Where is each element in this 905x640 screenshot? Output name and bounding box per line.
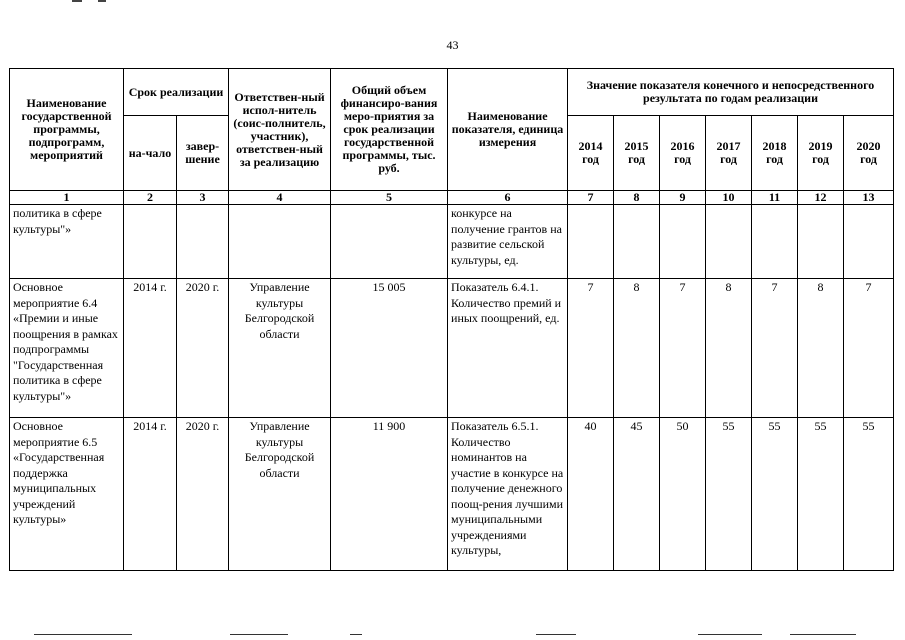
column-number: 2	[124, 191, 177, 205]
column-number: 9	[660, 191, 706, 205]
header-year-2018: 2018 год	[752, 116, 798, 191]
row-value: 8	[706, 279, 752, 418]
row-indicator: Показатель 6.5.1. Количество номинантов на участие в конкурсе на получение денежного поощ-рения лучшими муниципальными учреждениями культуры,	[448, 418, 568, 571]
row-name: политика в сфере культуры"»	[10, 205, 124, 279]
header-year-2020: 2020 год	[844, 116, 894, 191]
header-term-end: завер-шение	[177, 116, 229, 191]
row-end: 2020 г.	[177, 279, 229, 418]
row-value	[568, 205, 614, 279]
column-number: 13	[844, 191, 894, 205]
page-number: 43	[446, 38, 459, 52]
row-value: 50	[660, 418, 706, 571]
indicator-table-frame	[9, 68, 893, 580]
header-term: Срок реализации	[124, 69, 229, 116]
scan-edge-marks-bottom	[0, 634, 905, 640]
column-number-row	[10, 191, 894, 205]
row-value: 7	[660, 279, 706, 418]
row-responsible	[229, 205, 331, 279]
row-budget	[331, 205, 448, 279]
row-budget: 11 900	[331, 418, 448, 571]
header-name: Наименование государственной программы, подпрограмм, мероприятий	[10, 69, 124, 191]
row-value	[660, 205, 706, 279]
row-budget: 15 005	[331, 279, 448, 418]
row-start	[124, 205, 177, 279]
header-responsible: Ответствен-ный испол-нитель (соис-полнитель, участник), ответствен-ный за реализацию	[229, 69, 331, 191]
row-start: 2014 г.	[124, 418, 177, 571]
header-budget: Общий объем финансиро-вания меро-приятия за срок реализации государственной программы, тыс. руб.	[331, 69, 448, 191]
row-responsible: Управление культуры Белгородской области	[229, 418, 331, 571]
header-year-2016: 2016 год	[660, 116, 706, 191]
column-number: 12	[798, 191, 844, 205]
table-row	[10, 279, 894, 418]
column-number: 3	[177, 191, 229, 205]
row-value: 55	[706, 418, 752, 571]
row-name: Основное мероприятие 6.4 «Премии и иные поощрения в рамках подпрограммы "Государственная политика в сфере культуры"»	[10, 279, 124, 418]
row-responsible: Управление культуры Белгородской области	[229, 279, 331, 418]
column-number: 7	[568, 191, 614, 205]
row-value: 55	[752, 418, 798, 571]
indicator-table	[9, 68, 894, 571]
header-year-2015: 2015 год	[614, 116, 660, 191]
row-value	[752, 205, 798, 279]
header-term-start: на-чало	[124, 116, 177, 191]
row-value: 7	[844, 279, 894, 418]
row-end: 2020 г.	[177, 418, 229, 571]
row-value: 40	[568, 418, 614, 571]
row-value: 7	[568, 279, 614, 418]
row-value	[798, 205, 844, 279]
column-number: 5	[331, 191, 448, 205]
header-year-2017: 2017 год	[706, 116, 752, 191]
column-number: 8	[614, 191, 660, 205]
row-value	[614, 205, 660, 279]
row-end	[177, 205, 229, 279]
header-indicator: Наименование показателя, единица измерения	[448, 69, 568, 191]
scan-edge-marks-top	[0, 0, 905, 3]
column-number: 1	[10, 191, 124, 205]
header-values-group: Значение показателя конечного и непосредственного результата по годам реализации	[568, 69, 894, 116]
column-number: 6	[448, 191, 568, 205]
column-number: 11	[752, 191, 798, 205]
row-value: 55	[798, 418, 844, 571]
column-number: 10	[706, 191, 752, 205]
row-indicator: конкурсе на получение грантов на развитие сельской культуры, ед.	[448, 205, 568, 279]
row-value: 45	[614, 418, 660, 571]
table-row	[10, 418, 894, 571]
table-row	[10, 205, 894, 279]
row-value: 8	[614, 279, 660, 418]
header-year-2019: 2019 год	[798, 116, 844, 191]
row-indicator: Показатель 6.4.1. Количество премий и иных поощрений, ед.	[448, 279, 568, 418]
row-start: 2014 г.	[124, 279, 177, 418]
row-value	[706, 205, 752, 279]
header-year-2014: 2014 год	[568, 116, 614, 191]
row-value	[844, 205, 894, 279]
row-value: 8	[798, 279, 844, 418]
row-value: 7	[752, 279, 798, 418]
row-name: Основное мероприятие 6.5 «Государственная поддержка муниципальных учреждений культуры»	[10, 418, 124, 571]
row-value: 55	[844, 418, 894, 571]
column-number: 4	[229, 191, 331, 205]
